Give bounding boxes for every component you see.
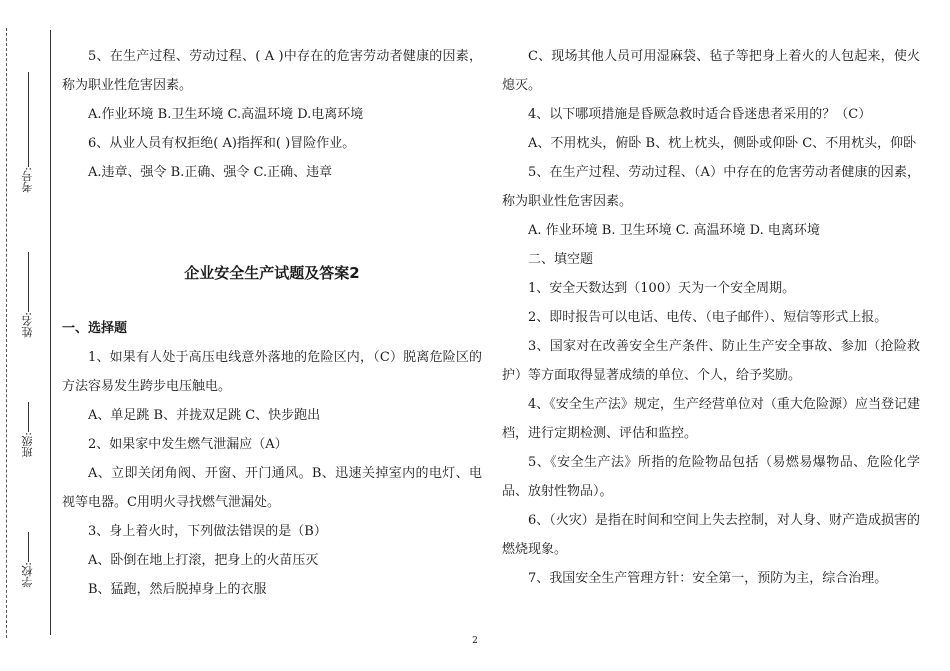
name-underline — [28, 252, 29, 312]
school-field — [14, 530, 42, 588]
question-text: 6、从业人员有权拒绝( A)指挥和( )冒险作业。 — [88, 136, 356, 151]
exam-number-underline — [28, 72, 29, 167]
answer-options: A、不用枕头，俯卧 B、枕上枕头，侧卧或仰卧 C、不用枕头，仰卧 — [528, 136, 917, 151]
binding-gutter — [0, 0, 52, 671]
question-text: 3、身上着火时，下列做法错误的是（B） — [88, 524, 327, 539]
exam-number-field — [14, 70, 42, 193]
answer-options: A、卧倒在地上打滚，把身上的火苗压灭 — [88, 553, 319, 568]
answer-options: A、单足跳 B、并拢双足跳 C、快步跑出 — [88, 408, 321, 423]
left-column — [62, 42, 482, 604]
school-underline — [28, 532, 29, 562]
name-field — [14, 250, 42, 338]
school-label: 学校: — [21, 562, 34, 588]
class-underline — [28, 402, 29, 432]
answer-options: C、现场其他人员可用湿麻袋、毡子等把身上着火的人包起来，使火熄灭。 — [502, 49, 920, 93]
question-text: 4、以下哪项措施是昏厥急救时适合昏迷患者采用的？（C） — [528, 107, 872, 122]
question-text: 5、在生产过程、劳动过程、( A )中存在的危害劳动者健康的因素，称为职业性危害因素。 — [62, 49, 482, 93]
answer-options: B、猛跑，然后脱掉身上的衣服 — [88, 582, 267, 597]
fill-question: 3、国家对在改善安全生产条件、防止生产安全事故、参加（抢险救护）等方面取得显著成绩的单位、个人，给予奖励。 — [502, 339, 920, 383]
binding-solid-line — [50, 30, 51, 635]
question-text: 1、如果有人处于高压电线意外落地的危险区内，（C）脱离危险区的方法容易发生跨步电压触电。 — [62, 350, 482, 394]
name-label: 姓名: — [21, 312, 34, 338]
document-title: 企业安全生产试题及答案2 — [184, 264, 360, 282]
spacer — [62, 187, 482, 259]
fill-question: 4、《安全生产法》规定，生产经营单位对（重大危险源）应当登记建档，进行定期检测、评估和监控。 — [502, 397, 920, 441]
exam-number-label: 考号: — [21, 167, 34, 193]
question-text: 2、如果家中发生燃气泄漏应（A） — [88, 437, 288, 452]
answer-options: A. 作业环境 B. 卫生环境 C. 高温环境 D. 电离环境 — [528, 223, 820, 238]
binding-dashed-line — [6, 28, 7, 638]
fill-question: 6、（火灾）是指在时间和空间上失去控制，对人身、财产造成损害的燃烧现象。 — [502, 513, 920, 557]
question-text: 5、在生产过程、劳动过程、（A）中存在的危害劳动者健康的因素，称为职业性危害因素。 — [502, 165, 920, 209]
page-number: 2 — [472, 636, 478, 646]
answer-options: A.作业环境 B.卫生环境 C.高温环境 D.电离环境 — [88, 107, 364, 122]
answer-options: A.违章、强令 B.正确、强令 C.正确、违章 — [88, 165, 333, 180]
fill-question: 5、《安全生产法》所指的危险物品包括（易燃易爆物品、危险化学品、放射性物品）。 — [502, 455, 920, 499]
class-field — [14, 400, 42, 458]
section-heading-fill: 二、填空题 — [528, 252, 594, 267]
answer-options: A、立即关闭角阀、开窗、开门通风。B、迅速关掉室内的电灯、电视等电器。C用明火寻找燃气泄漏处。 — [62, 466, 482, 510]
fill-question: 7、我国安全生产管理方针：安全第一，预防为主，综合治理。 — [528, 571, 888, 586]
fill-question: 2、即时报告可以电话、电传、（电子邮件）、短信等形式上报。 — [528, 310, 888, 325]
class-label: 班级: — [21, 432, 34, 458]
section-heading-choice: 一、选择题 — [62, 321, 128, 336]
right-column — [502, 42, 920, 593]
fill-question: 1、安全天数达到（100）天为一个安全周期。 — [528, 281, 796, 296]
